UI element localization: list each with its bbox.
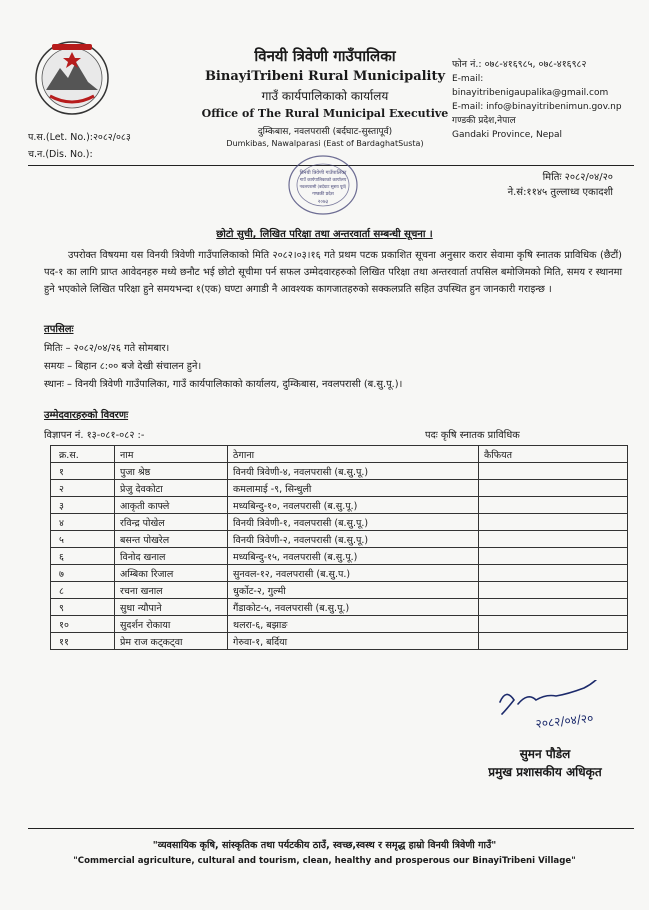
col-serial: क्र.स. (51, 446, 115, 463)
name-cell: सुदर्शन रोकाया (115, 616, 228, 633)
table-row (51, 548, 628, 565)
serial-cell: १० (51, 616, 115, 633)
table-row (51, 531, 628, 548)
serial-cell: ११ (51, 633, 115, 650)
contact-block (452, 58, 642, 142)
stamp-line-4: गण्डकी प्रदेश (312, 192, 334, 197)
address-cell: विनयी त्रिवेणी-१, नवलपरासी (ब.सु.पू.) (228, 514, 479, 531)
serial-cell: २ (51, 480, 115, 497)
email-1: binayitribenigaupalika@gmail.com (452, 88, 609, 98)
details-label: तपसिलः (44, 324, 74, 335)
remarks-cell (479, 463, 628, 480)
municipality-name-en: BinayiTribeni Rural Municipality (204, 69, 446, 84)
signatory-block (470, 745, 620, 781)
serial-cell: ७ (51, 565, 115, 582)
serial-cell: ९ (51, 599, 115, 616)
serial-cell: ४ (51, 514, 115, 531)
candidates-label: उम्मेदवारहरुको विवरणः (44, 410, 129, 421)
col-remarks: कैफियत (479, 446, 628, 463)
province-en: Gandaki Province, Nepal (452, 130, 563, 140)
address-np: दुम्किबास, नवलपरासी (बर्दघाट-सुस्तापूर्व) (257, 127, 393, 137)
post-name: पदः कृषि स्नातक प्राविधिक (425, 430, 520, 441)
remarks-cell (479, 531, 628, 548)
exam-date: मितिः – २०८२/०४/२६ गते सोमबार। (44, 343, 170, 354)
remarks-cell (479, 480, 628, 497)
municipality-name-np: विनयी त्रिवेणी गाउँपालिका (254, 47, 396, 65)
address-cell: थलरा-६, बझाङ (228, 616, 479, 633)
address-cell: कमलामाई -९, सिन्धुली (228, 480, 479, 497)
signatory-designation: प्रमुख प्रशासकीय अधिकृत (488, 765, 602, 779)
name-cell: अम्बिका रिजाल (115, 565, 228, 582)
name-cell: रचना खनाल (115, 582, 228, 599)
email-label: E-mail: (452, 74, 484, 84)
address-cell: विनयी त्रिवेणी-२, नवलपरासी (ब.सु.पू.) (228, 531, 479, 548)
remarks-cell (479, 514, 628, 531)
date-block (508, 170, 613, 200)
name-cell: आकृती काफ्ले (115, 497, 228, 514)
advertisement-number: विज्ञापन नं. १३-०८१-०८२ :- (44, 430, 145, 441)
remarks-cell (479, 633, 628, 650)
footer-divider (28, 828, 634, 829)
remarks-cell (479, 599, 628, 616)
remarks-cell (479, 497, 628, 514)
government-emblem-icon (30, 38, 115, 118)
remarks-cell (479, 582, 628, 599)
handwritten-signature-icon (470, 680, 620, 740)
notice-body: उपरोक्त विषयमा यस विनयी त्रिवेणी गाउँपालिकाको मिति २०८२।०३।१६ गते प्रथम पटक प्रकाशित सूचना अनुसार करार सेवामा कृषि स्नातक प्राविधिक (छैटौं) पद-१ का लागि प्राप्त आवेदनहरु मध्ये छनौट भई छोटो सूचीमा पर्न सफल उम्मेदवारहरुको लिखित परिक्षा तथा अन्तरवार्ता तपसिल बमोजिमको मिति, समय र स्थानमा हुने भएकोले लिखित परिक्षा हुने समयभन्दा १(एक) घण्टा अगाडी नै आवश्यक कागजातहरुको सक्कलप्रति सहित उपस्थित हुन जानकारी गराइन्छ । (44, 250, 622, 295)
letter-number: प.स.(Let. No.):२०८२/०८३ (28, 132, 131, 143)
serial-cell: ५ (51, 531, 115, 548)
candidates-table (50, 445, 628, 650)
name-cell: सुधा न्यौपाने (115, 599, 228, 616)
stamp-line-5: २०७३ (317, 199, 329, 205)
office-name-en: Office of The Rural Municipal Executive (201, 107, 449, 120)
nepal-sambat-date: ने.सं:११४५ तुल्लाध्व एकादशी (507, 187, 613, 198)
notice-subject: छोटो सुची, लिखित परिक्षा तथा अन्तरवार्ता सम्बन्धी सूचना । (216, 229, 433, 240)
signature-date: २०८२/०४/२० (534, 710, 595, 731)
address-cell: मध्यबिन्दु-१०, नवलपरासी (ब.सु.पू.) (228, 497, 479, 514)
name-cell: प्रेम राज कट्कट्वा (115, 633, 228, 650)
serial-cell: ८ (51, 582, 115, 599)
table-row (51, 599, 628, 616)
exam-time: समयः – बिहान ८:०० बजे देखी संचालन हुने। (44, 361, 202, 372)
address-cell: गैंडाकोट-५, नवलपरासी (ब.सु.पू.) (228, 599, 479, 616)
dispatch-number: च.न.(Dis. No.): (28, 149, 93, 160)
province-np: गण्डकी प्रदेश,नेपाल (452, 116, 516, 126)
letterhead-title-block (190, 46, 460, 148)
stamp-line-2: गाउँ कार्यपालिकाको कार्यालय (299, 178, 347, 183)
address-cell: मध्यबिन्दु-१५, नवलपरासी (ब.सु.पू.) (228, 548, 479, 565)
email-2: E-mail: info@binayitribenimun.gov.np (452, 102, 622, 112)
name-cell: प्रेजु देवकोटा (115, 480, 228, 497)
office-stamp-icon (285, 152, 361, 218)
remarks-cell (479, 565, 628, 582)
address-cell: विनयी त्रिवेणी-४, नवलपरासी (ब.सु.पू.) (228, 463, 479, 480)
serial-cell: ६ (51, 548, 115, 565)
serial-cell: ३ (51, 497, 115, 514)
table-row (51, 463, 628, 480)
remarks-cell (479, 548, 628, 565)
table-row (51, 616, 628, 633)
table-header-row (51, 446, 628, 463)
office-name-np: गाउँ कार्यपालिकाको कार्यालय (261, 89, 389, 103)
address-en: Dumkibas, Nawalparasi (East of BardaghatSusta) (226, 139, 424, 148)
address-cell: धुर्कोट-२, गुल्मी (228, 582, 479, 599)
name-cell: पुजा श्रेष्ठ (115, 463, 228, 480)
name-cell: बसन्त पोखरेल (115, 531, 228, 548)
table-row (51, 565, 628, 582)
name-cell: रविन्द्र पोखेल (115, 514, 228, 531)
serial-cell: १ (51, 463, 115, 480)
phone-numbers: फोन नं.: ०७८-४१६९८५, ०७८-४१६९८२ (452, 59, 587, 70)
table-row (51, 582, 628, 599)
exam-place: स्थानः – विनयी त्रिवेणी गाउँपालिका, गाउँ कार्यपालिकाको कार्यालय, दुम्किबास, नवलपरासी (ब.सु.पू.)। (44, 379, 403, 390)
address-cell: सुनवल-१२, नवलपरासी (ब.सु.प.) (228, 565, 479, 582)
col-address: ठेगाना (228, 446, 479, 463)
issue-date: मितिः २०८२/०४/२० (542, 172, 613, 183)
col-name: नाम (115, 446, 228, 463)
remarks-cell (479, 616, 628, 633)
table-row (51, 497, 628, 514)
footer-slogan-np: "व्यवसायिक कृषि, सांस्कृतिक तथा पर्यटकीय ठाउँ, स्वच्छ,स्वस्थ र समृद्ध हाम्रो विनयी त्रिवेणी गाउँ" (152, 840, 497, 851)
table-row (51, 480, 628, 497)
name-cell: विनोद खनाल (115, 548, 228, 565)
stamp-line-3: नवलपरासी (बर्दघाट सुस्ता पूर्व) (299, 184, 347, 189)
table-row (51, 514, 628, 531)
signatory-name: सुमन पौडेल (519, 747, 571, 761)
footer-slogan-en: "Commercial agriculture, cultural and tourism, clean, healthy and prosperous our BinayiTribeni Village" (73, 856, 576, 866)
address-cell: गेरुवा-१, बर्दिया (228, 633, 479, 650)
stamp-line-1: विनयी त्रिवेणी गाउँपालिका (299, 170, 347, 176)
table-row (51, 633, 628, 650)
letter-reference (28, 129, 131, 163)
